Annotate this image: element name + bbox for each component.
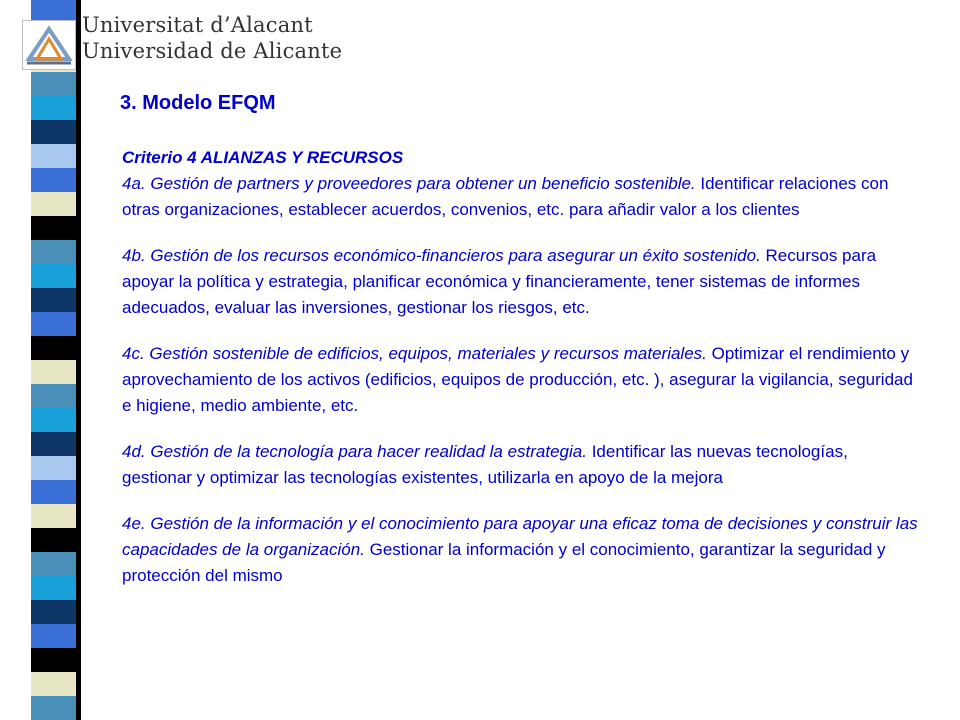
stripe-band (31, 552, 76, 576)
criterion-section-4c (122, 341, 922, 419)
stripe-band (31, 528, 76, 552)
section-heading: 4e. Gestión de la información y el conocimiento para apoyar una eficaz toma de decisiones y construir las capacidades de la organización. (122, 514, 918, 559)
section-body: Gestionar la información y el conocimiento, garantizar la seguridad y protección del mismo (122, 540, 886, 585)
stripe-band (31, 624, 76, 648)
section-body: Recursos para apoyar la política y estrategia, planificar económica y financieramente, tener sistemas de informes adecuados, evaluar las inversiones, gestionar los riesgos, etc. (122, 246, 877, 317)
stripe-band (31, 456, 76, 480)
section-heading: 4b. Gestión de los recursos económico-financieros para asegurar un éxito sostenido. (122, 246, 761, 265)
university-logo-icon (22, 20, 76, 70)
section-body: Identificar las nuevas tecnologías, gestionar y optimizar las tecnologías existentes, utilizarla en apoyo de la mejora (122, 442, 848, 487)
section-heading: 4c. Gestión sostenible de edificios, equipos, materiales y recursos materiales. (122, 344, 707, 363)
section-heading: 4a. Gestión de partners y proveedores para obtener un beneficio sostenible. (122, 174, 696, 193)
criterion-title: Criterio 4 ALIANZAS Y RECURSOS (122, 148, 404, 167)
stripe-band (31, 144, 76, 168)
stripe-band (31, 672, 76, 696)
section-body: Optimizar el rendimiento y aprovechamiento de los activos (edificios, equipos de producción, etc. ), asegurar la vigilancia, seguridad e higiene, medio ambiente, etc. (122, 344, 913, 415)
university-name (82, 12, 342, 64)
criterion-section-4b (122, 243, 922, 321)
stripe-band (31, 432, 76, 456)
stripe-band (31, 264, 76, 288)
stripe-band (31, 504, 76, 528)
slide-title: 3. Modelo EFQM (120, 92, 276, 114)
stripe-band (31, 648, 76, 672)
stripe-band (31, 600, 76, 624)
university-name-spanish: Universidad de Alicante (82, 39, 343, 63)
stripe-band (31, 120, 76, 144)
stripe-band (31, 480, 76, 504)
stripe-band (31, 168, 76, 192)
stripe-band (31, 408, 76, 432)
section-body: Identificar relaciones con otras organizaciones, establecer acuerdos, convenios, etc. para añadir valor a los clientes (122, 174, 889, 219)
stripe-band (31, 288, 76, 312)
stripe-band (31, 312, 76, 336)
stripe-band (31, 696, 76, 720)
stripe-edge (76, 0, 81, 720)
stripe-band (31, 192, 76, 216)
criterion-section-4e (122, 511, 922, 589)
stripe-band (31, 240, 76, 264)
university-name-valencian: Universitat d’Alacant (82, 13, 313, 37)
stripe-band (31, 96, 76, 120)
decorative-stripe (31, 0, 76, 720)
stripe-band (31, 384, 76, 408)
criterion-section-4a (122, 145, 922, 223)
stripe-band (31, 216, 76, 240)
section-heading: 4d. Gestión de la tecnología para hacer realidad la estrategia. (122, 442, 587, 461)
stripe-band (31, 576, 76, 600)
slide-content (122, 145, 922, 609)
stripe-band (31, 72, 76, 96)
stripe-band (31, 336, 76, 360)
stripe-band (31, 360, 76, 384)
criterion-section-4d (122, 439, 922, 491)
